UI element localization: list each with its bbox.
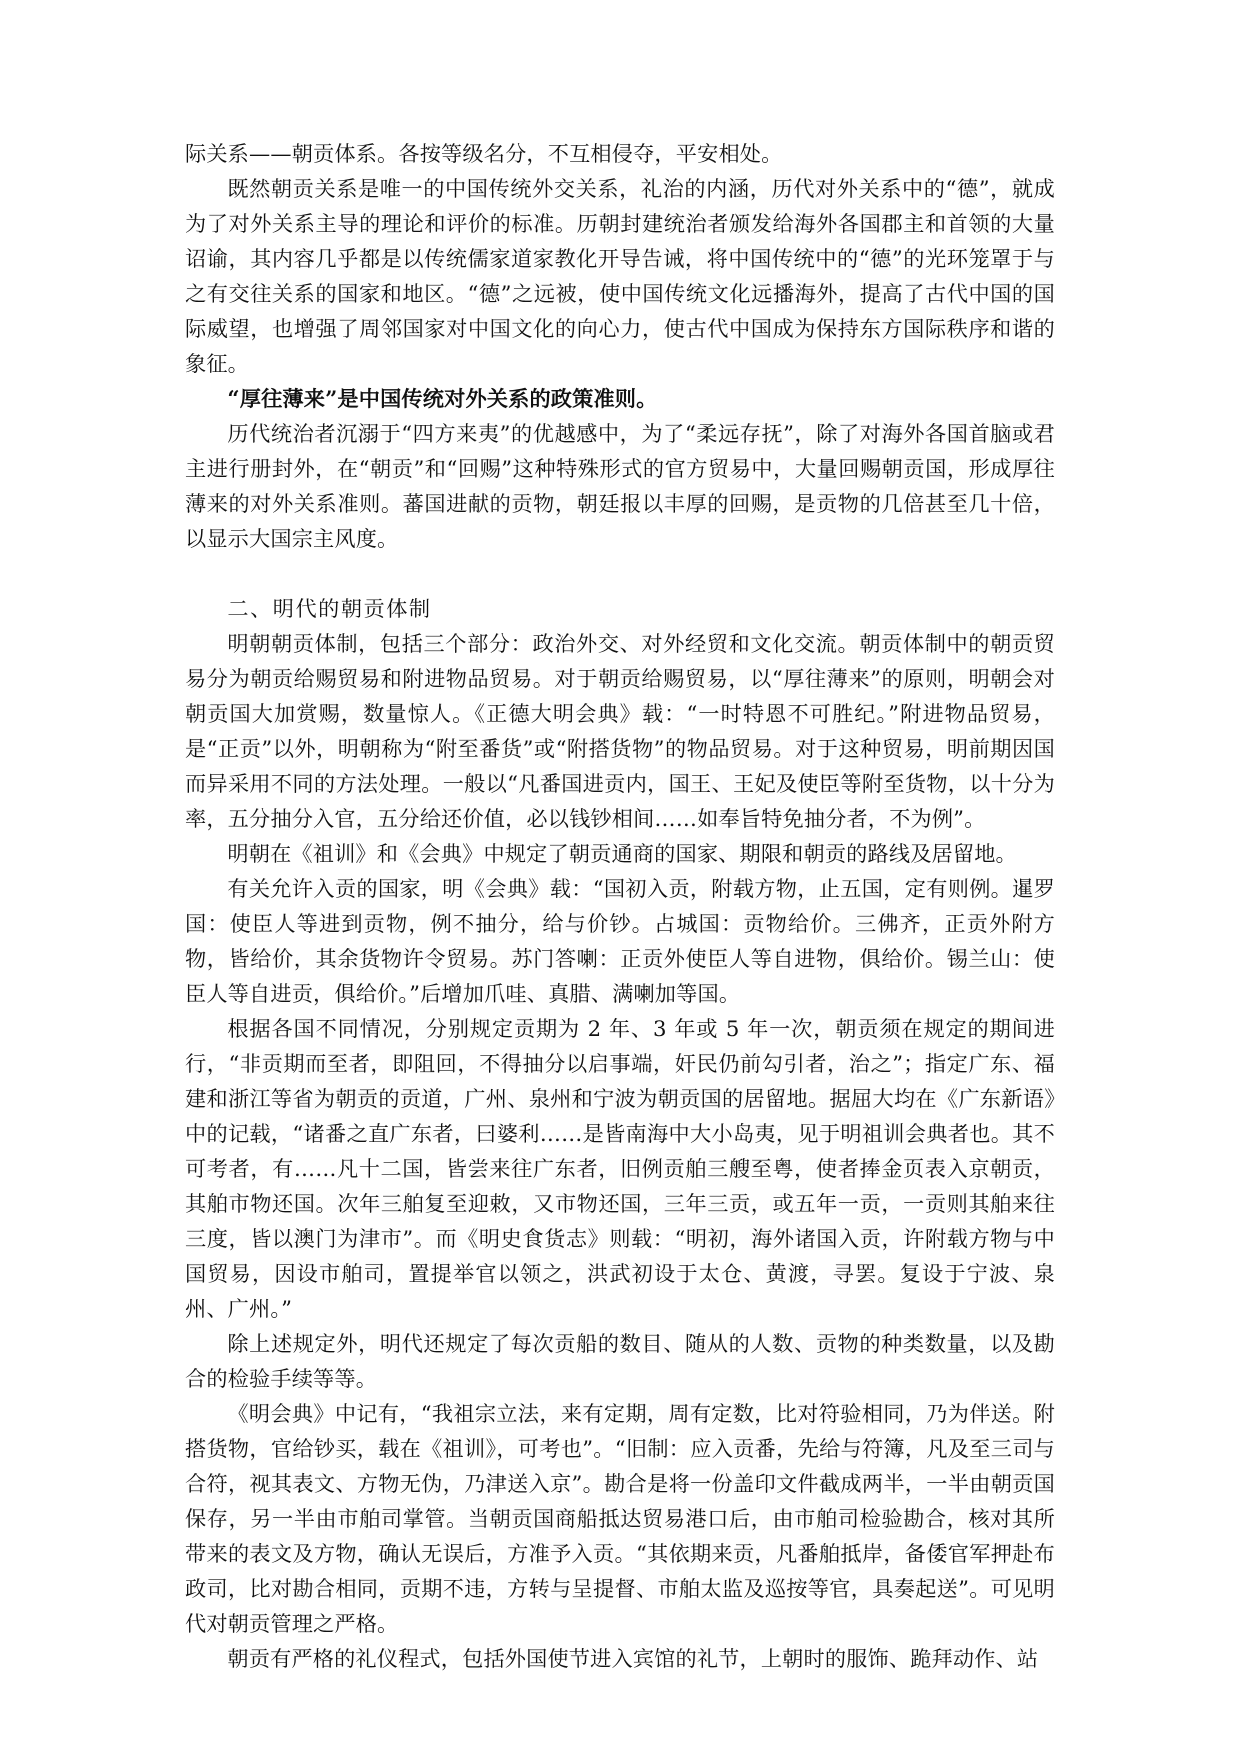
body-paragraph: 《明会典》中记有，“我祖宗立法，来有定期，周有定数，比对符验相同，乃为伴送。附搭货物，官给钞买，载在《祖训》，可考也”。“旧制：应入贡番，先给与符簿，凡及至三司与合符，视其表文、方物无伪，乃津送入京”。勘合是将一份盖印文件截成两半，一半由朝贡国保存，另一半由市舶司掌管。当朝贡国商船抵达贸易港口后，由市舶司检验勘合，核对其所带来的表文及方物，确认无误后，方准予入贡。“其依期来贡，凡番舶抵岸，备倭官军押赴布政司，比对勘合相同，贡期不违，方转与呈提督、市舶太监及巡按等官，具奏起送”。可见明代对朝贡管理之严格。 [185,1401,1055,1636]
body-paragraph: 际关系——朝贡体系。各按等级名分，不互相侵夺，平安相处。 [185,141,783,166]
body-paragraph: 除上述规定外，明代还规定了每次贡船的数目、随从的人数、贡物的种类数量，以及勘合的检验手续等等。 [185,1331,1055,1391]
body-paragraph: 明朝在《祖训》和《会典》中规定了朝贡通商的国家、期限和朝贡的路线及居留地。 [227,841,1017,866]
body-paragraph: 朝贡有严格的礼仪程式，包括外国使节进入宾馆的礼节，上朝时的服饰、跪拜动作、站 [227,1646,1039,1671]
body-paragraph: 明朝朝贡体制，包括三个部分：政治外交、对外经贸和文化交流。朝贡体制中的朝贡贸易分为朝贡给赐贸易和附进物品贸易。对于朝贡给赐贸易，以“厚往薄来”的原则，明朝会对朝贡国大加赏赐，数量惊人。《正德大明会典》载：“一时特恩不可胜纪。”附进物品贸易，是“正贡”以外，明朝称为“附至番货”或“附搭货物”的物品贸易。对于这种贸易，明前期因国而异采用不同的方法处理。一般以“凡番国进贡内，国王、王妃及使臣等附至货物，以十分为率，五分抽分入官，五分给还价值，必以钱钞相间……如奉旨特免抽分者，不为例”。 [185,631,1055,831]
document-page [185,136,1055,1676]
bold-paragraph-heading: “厚往薄来”是中国传统对外关系的政策准则。 [227,386,658,411]
body-paragraph: 既然朝贡关系是唯一的中国传统外交关系，礼治的内涵，历代对外关系中的“德”，就成为了对外关系主导的理论和评价的标准。历朝封建统治者颁发给海外各国郡主和首领的大量诏谕，其内容几乎都是以传统儒家道家教化开导告诫，将中国传统中的“德”的光环笼罩于与之有交往关系的国家和地区。“德”之远被，使中国传统文化远播海外，提高了古代中国的国际威望，也增强了周邻国家对中国文化的向心力，使古代中国成为保持东方国际秩序和谐的象征。 [185,176,1055,376]
body-paragraph: 有关允许入贡的国家，明《会典》载：“国初入贡，附载方物，止五国，定有则例。暹罗国：使臣人等进到贡物，例不抽分，给与价钞。占城国：贡物给价。三佛齐，正贡外附方物，皆给价，其余货物许令贸易。苏门答喇：正贡外使臣人等自进物，俱给价。锡兰山：使臣人等自进贡，俱给价。”后增加爪哇、真腊、满喇加等国。 [185,876,1055,1006]
section-heading: 二、明代的朝贡体制 [227,596,432,621]
body-paragraph: 历代统治者沉溺于“四方来夷”的优越感中，为了“柔远存抚”，除了对海外各国首脑或君主进行册封外，在“朝贡”和“回赐”这种特殊形式的官方贸易中，大量回赐朝贡国，形成厚往薄来的对外关系准则。蕃国进献的贡物，朝廷报以丰厚的回赐，是贡物的几倍甚至几十倍，以显示大国宗主风度。 [185,421,1055,551]
body-paragraph: 根据各国不同情况，分别规定贡期为 2 年、3 年或 5 年一次，朝贡须在规定的期间进行，“非贡期而至者，即阻回，不得抽分以启事端，奸民仍前勾引者，治之”；指定广东、福建和浙江等省为朝贡的贡道，广州、泉州和宁波为朝贡国的居留地。据屈大均在《广东新语》中的记载，“诸番之直广东者，曰婆利……是皆南海中大小岛夷，见于明祖训会典者也。其不可考者，有……凡十二国，皆尝来往广东者，旧例贡舶三艘至粤，使者捧金页表入京朝贡，其舶市物还国。次年三舶复至迎敕，又市物还国，三年三贡，或五年一贡，一贡则其舶来往三度，皆以澳门为津市”。而《明史食货志》则载：“明初，海外诸国入贡，许附载方物与中国贸易，因设市舶司，置提举官以领之，洪武初设于太仓、黄渡，寻罢。复设于宁波、泉州、广州。” [185,1016,1055,1321]
